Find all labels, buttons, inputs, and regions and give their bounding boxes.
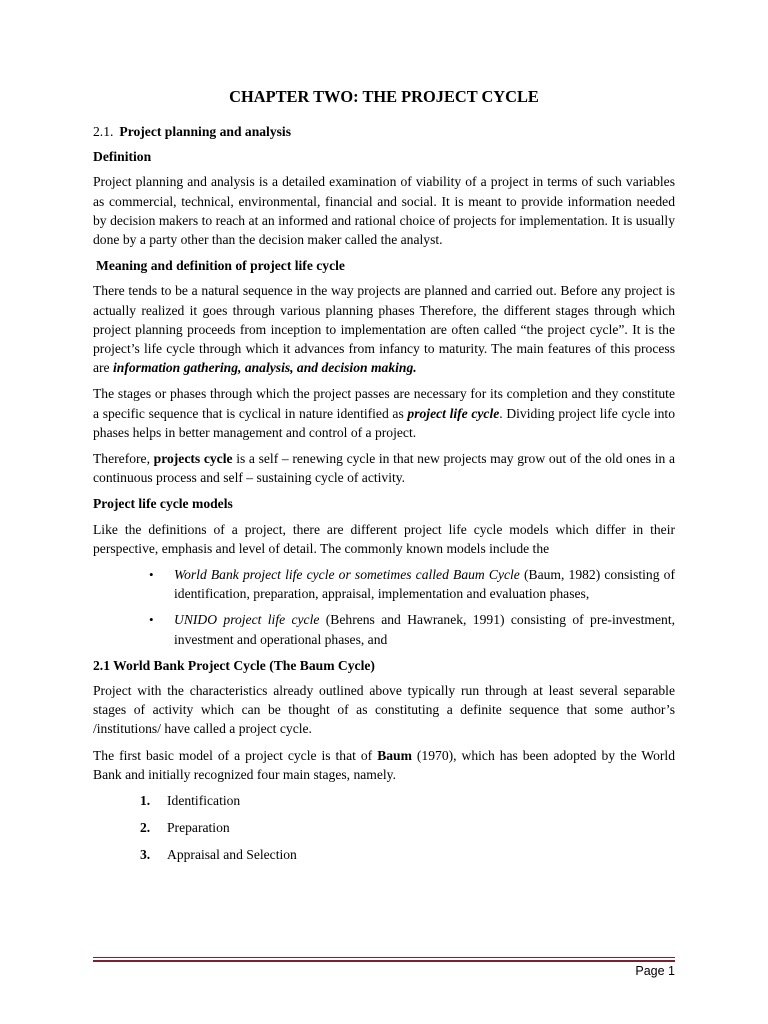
stages-paragraph xyxy=(93,384,675,442)
world-bank-heading: 2.1 World Bank Project Cycle (The Baum Cycle) xyxy=(93,657,375,673)
therefore-bold: projects cycle xyxy=(153,451,233,467)
meaning-heading: Meaning and definition of project life cycle xyxy=(96,258,345,274)
definition-heading: Definition xyxy=(93,149,152,165)
page-content xyxy=(93,86,675,871)
list-number: 1. xyxy=(140,793,151,809)
models-heading: Project life cycle models xyxy=(93,496,233,512)
list-item-label: Preparation xyxy=(167,819,230,835)
meaning-paragraph xyxy=(93,281,675,377)
chapter-title: CHAPTER TWO: THE PROJECT CYCLE xyxy=(229,87,539,106)
list-item-text: (Baum, 1982) consisting of identification, preparation, appraisal, implementation and evaluation phases, xyxy=(174,567,675,602)
world-bank-paragraph: Project with the characteristics already outlined above typically run through at least several separable stages of activity which can be thought of as constituting a definite sequence that some author’s /institutions/ have called a project cycle. xyxy=(93,683,675,737)
list-item xyxy=(93,818,675,837)
list-item-emphasis: World Bank project life cycle or sometimes called Baum Cycle xyxy=(174,567,520,583)
page-number: Page 1 xyxy=(635,964,675,978)
list-number: 2. xyxy=(140,819,151,835)
list-item-label: Identification xyxy=(167,793,241,809)
stages-text-2: . Dividing project life cycle into phases helps in better management and control of a project. xyxy=(93,405,675,440)
bullet-icon: • xyxy=(149,612,154,628)
list-item xyxy=(93,791,675,810)
list-item-text: (Behrens and Hawranek, 1991) consisting of pre-investment, investment and operational phases, and xyxy=(174,612,675,647)
list-item xyxy=(93,610,675,648)
stages-list xyxy=(93,791,675,864)
section-heading xyxy=(93,122,675,141)
bullet-icon: • xyxy=(149,567,154,583)
list-number: 3. xyxy=(140,846,151,862)
baum-text: The first basic model of a project cycle is that of xyxy=(93,747,378,763)
models-paragraph: Like the definitions of a project, there are different project life cycle models which differ in their perspective, emphasis and level of detail. The commonly known models include the xyxy=(93,521,675,556)
therefore-text-2: is a self – renewing cycle in that new projects may grow out of the old ones in a continuous process and self – sustaining cycle of activity. xyxy=(93,451,675,486)
baum-text-2: (1970), which has been adopted by the World Bank and initially recognized four main stages, namely. xyxy=(93,747,675,782)
list-item-label: Appraisal and Selection xyxy=(167,846,297,862)
models-list xyxy=(93,565,675,649)
therefore-paragraph xyxy=(93,449,675,487)
footer-rule-top xyxy=(93,957,675,958)
section-title: Project planning and analysis xyxy=(119,124,291,139)
therefore-text: Therefore, xyxy=(93,451,154,467)
section-number: 2.1. xyxy=(93,124,114,139)
stages-emphasis: project life cycle xyxy=(407,405,500,421)
baum-bold: Baum xyxy=(377,747,412,763)
list-item xyxy=(93,845,675,864)
meaning-text: There tends to be a natural sequence in the way projects are planned and carried out. Before any project is actually realized it goes through various planning phases Therefore, the different stages through which project planning proceeds from inception to implementation are often called “the project cycle”. It is the project’s life cycle through which it advances from infancy to maturity. The main features of this process are xyxy=(93,283,675,376)
definition-paragraph: Project planning and analysis is a detailed examination of viability of a project in terms of such variables as commercial, technical, environmental, financial and social. It is meant to provide information needed by decision makers to reach at an informed and rational choice of projects for implementation. It is usually done by a party other than the decision maker called the analyst. xyxy=(93,174,675,248)
list-item-emphasis: UNIDO project life cycle xyxy=(174,612,320,628)
stages-text: The stages or phases through which the project passes are necessary for its completion and they constitute a specific sequence that is cyclical in nature identified as xyxy=(93,386,675,421)
meaning-emphasis: information gathering, analysis, and decision making. xyxy=(113,360,417,376)
list-item xyxy=(93,565,675,603)
baum-paragraph xyxy=(93,746,675,784)
footer-rule-bottom xyxy=(93,960,675,962)
